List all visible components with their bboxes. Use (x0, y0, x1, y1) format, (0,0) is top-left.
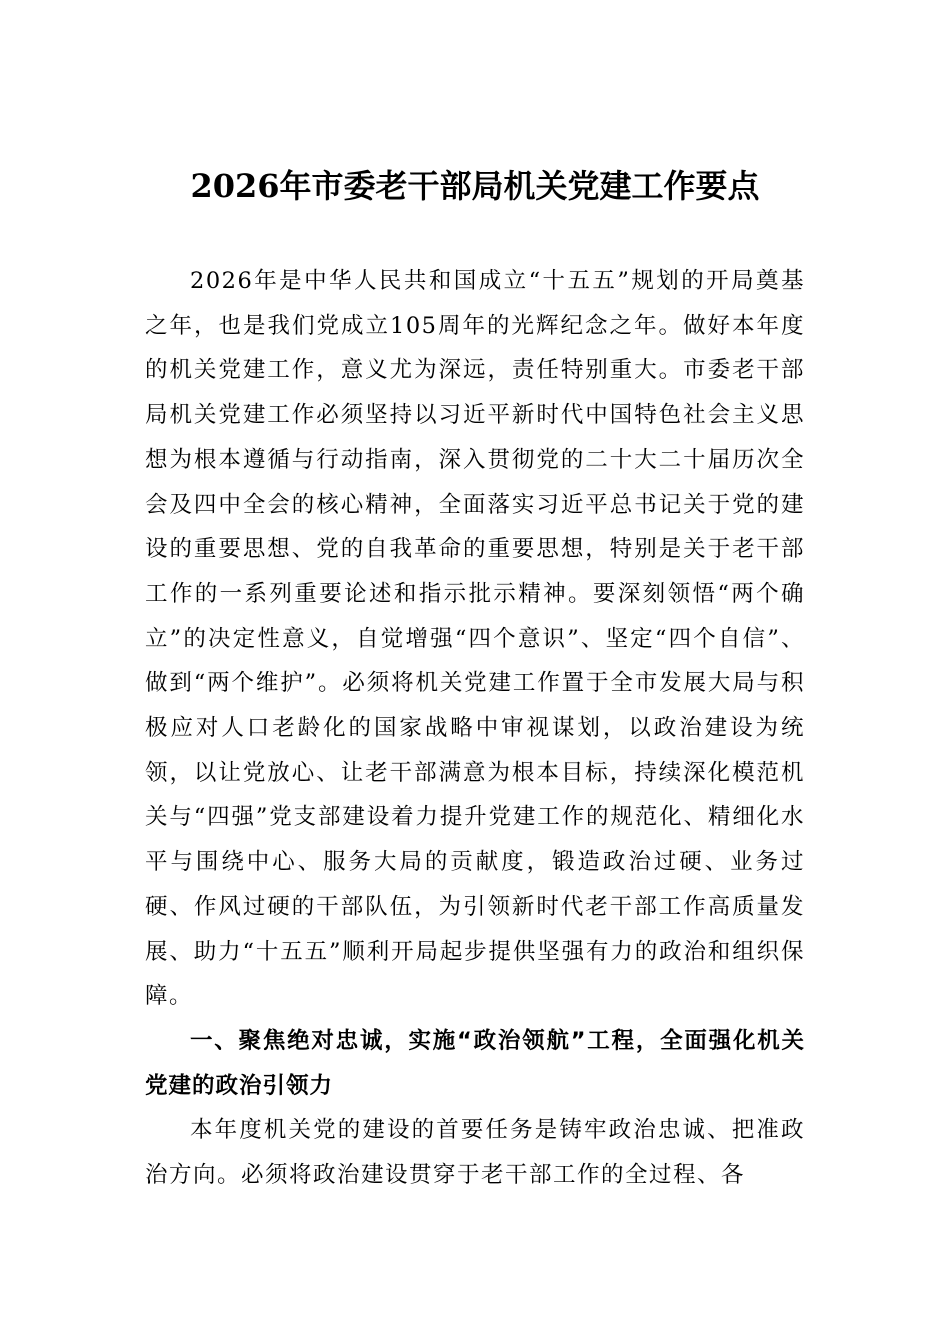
section-1-heading: 一、聚焦绝对忠诚，实施“政治领航”工程，全面强化机关党建的政治引领力 (145, 1027, 805, 1099)
document-body (145, 259, 805, 1198)
intro-paragraph: 2026年是中华人民共和国成立“十五五”规划的开局奠基之年，也是我们党成立105周年的光辉纪念之年。做好本年度的机关党建工作，意义尤为深远，责任特别重大。市委老干部局机关党建工作必须坚持以习近平新时代中国特色社会主义思想为根本遵循与行动指南，深入贯彻党的二十大二十届历次全会及四中全会的核心精神，全面落实习近平总书记关于党的建设的重要思想、党的自我革命的重要思想，特别是关于老干部工作的一系列重要论述和指示批示精神。要深刻领悟“两个确立”的决定性意义，自觉增强“四个意识”、坚定“四个自信”、做到“两个维护”。必须将机关党建工作置于全市发展大局与积极应对人口老龄化的国家战略中审视谋划，以政治建设为统领，以让党放心、让老干部满意为根本目标，持续深化模范机关与“四强”党支部建设着力提升党建工作的规范化、精细化水平与围绕中心、服务大局的贡献度，锻造政治过硬、业务过硬、作风过硬的干部队伍，为引领新时代老干部工作高质量发展、助力“十五五”顺利开局起步提供坚强有力的政治和组织保障。 (145, 268, 805, 1010)
document-title: 2026年市委老干部局机关党建工作要点 (190, 167, 760, 205)
section-1-paragraph: 本年度机关党的建设的首要任务是铸牢政治忠诚、把准政治方向。必须将政治建设贯穿于老干部工作的全过程、各 (145, 1117, 805, 1189)
